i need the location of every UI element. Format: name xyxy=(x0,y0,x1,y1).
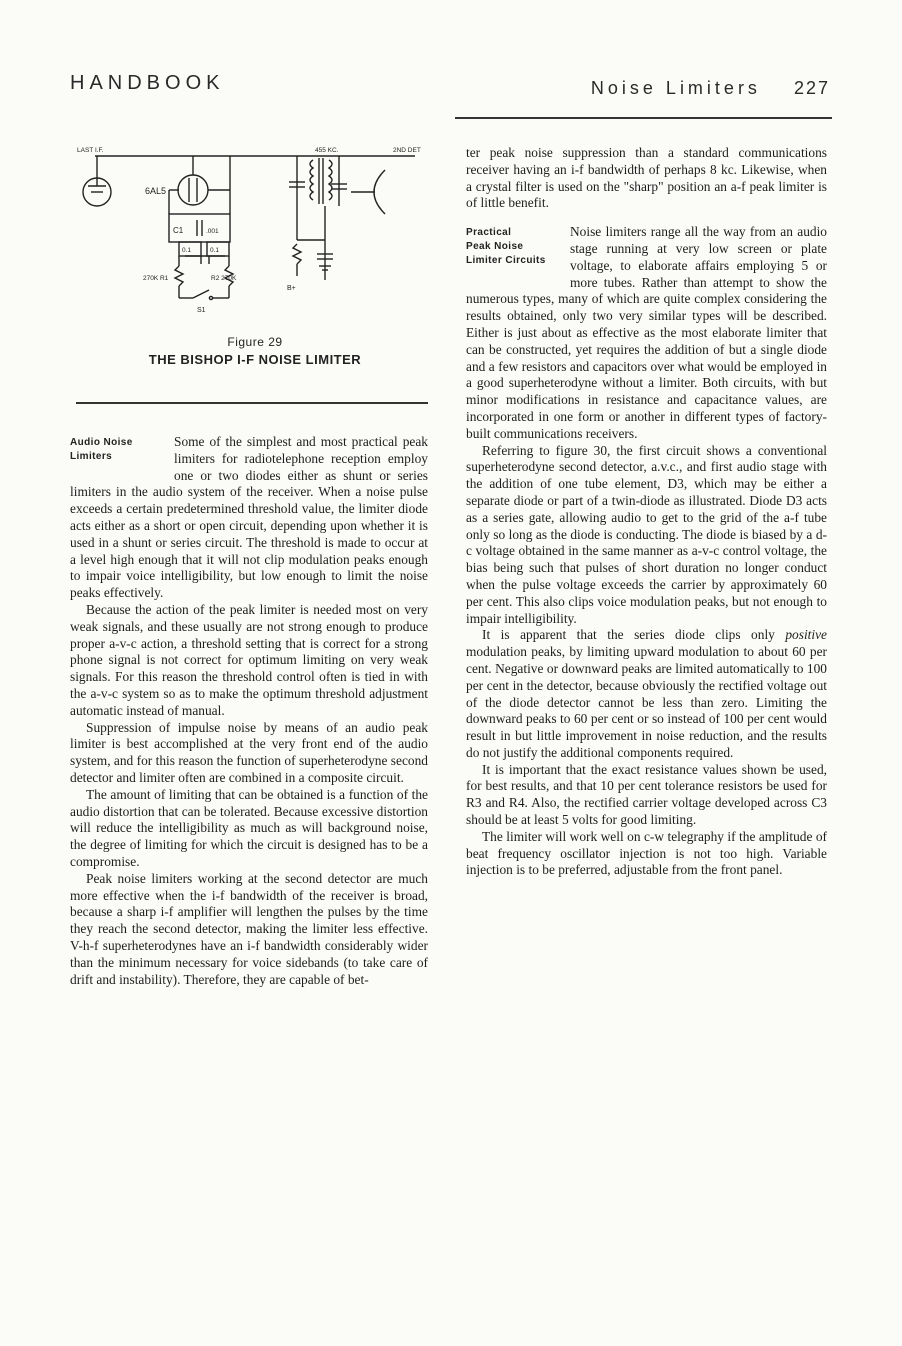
label-freq: 455 KC. xyxy=(315,147,339,154)
detector-tube-icon xyxy=(374,170,385,214)
running-header-right xyxy=(591,78,830,99)
label-s1: S1 xyxy=(197,307,206,314)
r1-resistor-icon xyxy=(175,266,183,286)
transformer-secondary-icon xyxy=(329,160,332,200)
paragraph: Peak noise limiters working at the second detector are much more effective when the i-f bandwidth of the receiver is broad, because a sharp i-f amplifier will lengthen the pulses by the time they reach the second detector, making the limiter less effective. V-h-f superheterodynes have an i-f bandwidth considerably wider than the minimum necessary for voice sidebands (to take care of drift and instability). Therefore, they are capable of bet- xyxy=(70,870,428,987)
circuit-diagram xyxy=(75,140,435,340)
diode-tube-icon xyxy=(178,175,208,205)
paragraph: ter peak noise suppression than a standard communications receiver having an i-f bandwidth of perhaps 8 kc. Likewise, when a crystal filter is used on the "sharp" position an a-f peak limiter is of little benefit. xyxy=(466,145,827,211)
figure-rule xyxy=(76,402,428,404)
label-r1: 270K R1 xyxy=(143,275,169,282)
label-r2: R2 270K xyxy=(211,275,237,282)
sidehead-audio-noise-limiters: Audio Noise Limiters xyxy=(70,437,133,462)
label-last-if: LAST I.F. xyxy=(77,147,104,154)
paragraph: Some of the simplest and most practical peak limiters for radiotelephone reception employ one or two diodes either as shunt or series limiters in the audio system of the receiver. When a noise pulse exceeds a certain predetermined threshold value, the limiter diode acts either as a short or open circuit, depending upon whether it is used in a shunt or series circuit. The threshold is made to occur at a level high enough that it will not clip modulation peaks enough to impair voice intelligibility, but low enough to limit the noise peaks effectively. xyxy=(70,434,428,601)
label-bplus: B+ xyxy=(287,285,296,292)
label-c1: C1 xyxy=(173,226,184,235)
right-column xyxy=(466,145,827,879)
label-cap-b: 0.1 xyxy=(210,247,220,254)
paragraph: Because the action of the peak limiter is needed most on very weak signals, and these usually are not strong enough to produce proper a-v-c action, a threshold setting that is correct for a strong phone signal is not correct for optimum limiting on very weak signals. For this reason the threshold control often is tied in with the a-v-c system so as to make the optimum threshold adjustment automatic instead of manual. xyxy=(70,601,428,718)
header-rule xyxy=(455,117,832,119)
label-tube: 6AL5 xyxy=(145,186,167,196)
figure-number: Figure 29 xyxy=(227,335,283,349)
paragraph: The limiter will work well on c-w telegraphy if the amplitude of beat frequency oscillator injection is not too high. Variable injection is to be preferred, adjustable from the front panel. xyxy=(466,828,827,878)
page-number: 227 xyxy=(793,78,830,98)
label-c1-value: .001 xyxy=(206,228,219,235)
running-header-title: HANDBOOK xyxy=(70,72,225,94)
label-cap-a: 0.1 xyxy=(182,247,192,254)
bias-resistor-icon xyxy=(293,244,301,264)
paragraph: It is apparent that the series diode clips only positive modulation peaks, by limiting upward modulation to about 60 per cent. Negative or downward peaks are limited automatically to 100 per cent in the detector, because obviously the rectified voltage out of the diode detector cannot be less than zero. Limiting the downward peaks to 60 per cent or so instead of 100 per cent would result in but little improvement in noise reduction, and the results do not justify the additional components required. xyxy=(466,627,827,760)
sidehead-practical-peak-noise-limiter-circuits: Practical Peak Noise Limiter Circuits xyxy=(466,227,546,267)
paragraph: Referring to figure 30, the first circuit shows a conventional superheterodyne second detector, a.v.c., and first audio stage with the addition of one tube element, D3, which may be either a separate diode or part of a twin-diode as illustrated. Diode D3 acts as a series gate, allowing audio to get to the grid of the a-f tube only so long as the diode is conducting. The diode is biased by a d-c voltage obtained in the same manner as a-v-c control voltage, the bias being such that pulses of short duration no longer conduct when the pulse voltage exceeds the carrier by approximately 60 per cent. This also clips voice modulation peaks, but not enough to impair intelligibility. xyxy=(466,442,827,626)
paragraph: It is important that the exact resistance values shown be used, for best results, and that 10 per cent tolerance resistors be used for R3 and R4. Also, the rectified carrier voltage developed across C3 should be at least 5 volts for good limiting. xyxy=(466,761,827,828)
transformer-primary-icon xyxy=(310,160,313,200)
switch-icon xyxy=(193,290,209,298)
paragraph: The amount of limiting that can be obtained is a function of the audio distortion that can be tolerated. Because excessive distortion will reduce the intelligibility as much as will background noise, the degree of limiting for which the circuit is designed has to be a compromise. xyxy=(70,786,428,869)
section-title: Noise Limiters xyxy=(590,78,761,98)
paragraph: Noise limiters range all the way from an audio stage running at very low screen or plate voltage, to elaborate affairs employing 5 or more tubes. Rather than attempt to show the numerous types, many of which are quite complex considering the results obtained, only two very similar types will be described. Either is just about as effective as the most elaborate limiter that can be constructed, yet requires the addition of but a single diode and a few resistors and capacitors over what would be employed in a good superheterodyne without a limiter. Both circuits, with but minor modifications in resistance and capacitance values, are incorporated in one form or another in different types of factory-built communications receivers. xyxy=(466,224,827,441)
label-det: 2ND DET xyxy=(393,147,421,154)
paragraph: Suppression of impulse noise by means of an audio peak limiter is best accomplished at the very front end of the audio system, and for this reason the function of superheterodyne second detector and limiter often are combined in a composite circuit. xyxy=(70,719,428,785)
left-column xyxy=(70,434,428,988)
figure-title: THE BISHOP I-F NOISE LIMITER xyxy=(148,352,362,367)
